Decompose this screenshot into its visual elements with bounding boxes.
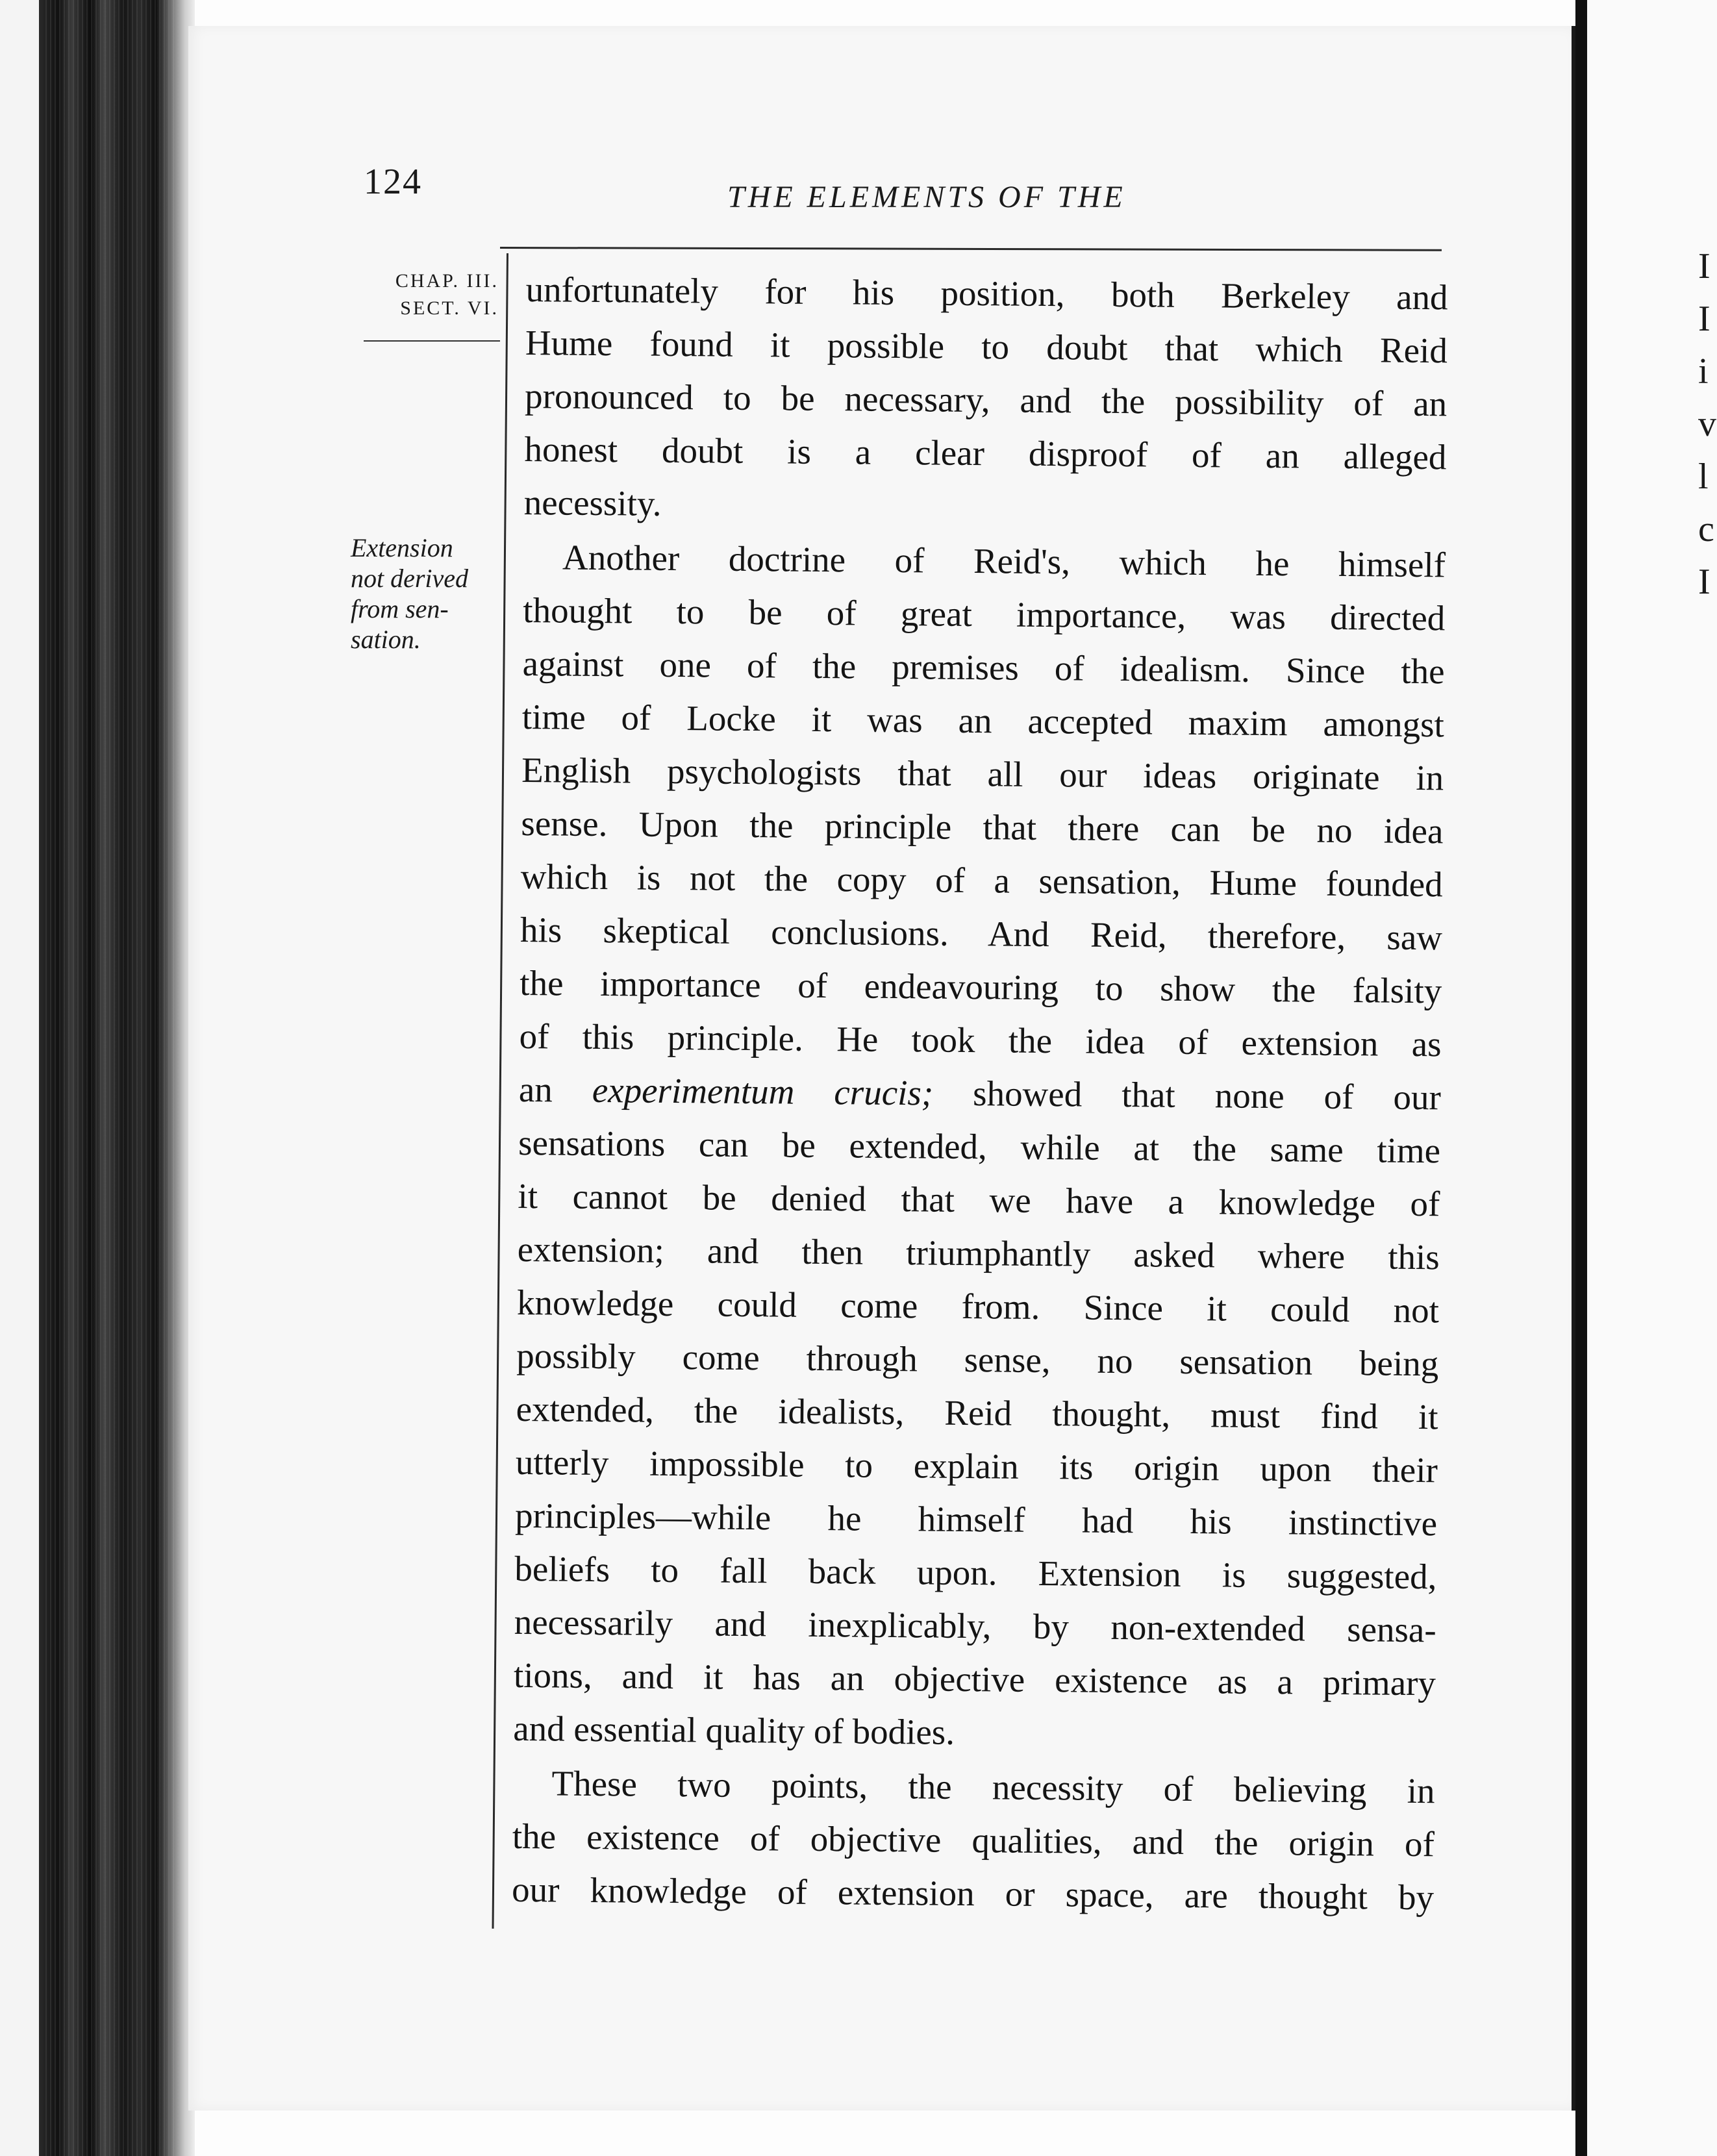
latin-phrase: experimentum crucis;	[592, 1070, 934, 1113]
text-line: knowledge could come from. Since it could not	[516, 1282, 1440, 1331]
text-line: of this principle. He took the idea of extension as	[519, 1016, 1442, 1064]
text-line: pronounced to be necessary, and the possibility of an	[524, 375, 1448, 424]
text-line: extended, the idealists, Reid thought, must find it	[516, 1388, 1438, 1437]
spine-page-edges	[45, 0, 175, 2156]
margin-note-line: not derived	[351, 564, 469, 593]
margin-note-line: from sen-	[351, 594, 449, 623]
text-line: against one of the premises of idealism. Since the	[522, 643, 1445, 692]
text-line: the importance of endeavouring to show the falsity	[520, 962, 1442, 1011]
section-label: SECT. VI.	[400, 297, 499, 319]
body-text	[512, 263, 1448, 1924]
margin-rule	[364, 340, 500, 342]
margin-note-line: sation.	[351, 625, 421, 654]
text-line: sense. Upon the principle that there can be no idea	[521, 803, 1444, 851]
text-line: which is not the copy of a sensation, Hume founded	[520, 856, 1443, 905]
text-line: unfortunately for his position, both Berkeley and	[525, 269, 1448, 318]
margin-note	[351, 533, 500, 655]
text-line: English psychologists that all our ideas originate in	[521, 749, 1444, 798]
text-line: beliefs to fall back upon. Extension is suggested,	[514, 1548, 1437, 1597]
text-line: sensations can be extended, while at the same time	[518, 1122, 1441, 1171]
text-line: Hume found it possible to doubt that which Reid	[525, 322, 1448, 371]
text-line: necessarily and inexplicably, by non-extended sensa-	[514, 1601, 1436, 1650]
margin-note-line: Extension	[351, 533, 453, 562]
text-line: necessity.	[523, 482, 662, 523]
gutter-shadow	[1575, 0, 1587, 2156]
page-number: 124	[364, 162, 422, 202]
text-line: thought to be of great importance, was directed	[523, 590, 1446, 638]
text-line: and essential quality of bodies.	[513, 1708, 955, 1752]
text-line: his skeptical conclusions. And Reid, therefore, saw	[520, 909, 1443, 958]
chapter-label: CHAP. III.	[395, 270, 499, 292]
text-line-mixed: an experimentum crucis; showed that none of our	[518, 1069, 1442, 1118]
text-line: it cannot be denied that we have a knowledge of	[518, 1175, 1440, 1224]
chapter-section-label	[375, 268, 499, 322]
text-line: principles—while he himself had his instinctive	[514, 1495, 1438, 1544]
text-line: extension; and then triumphantly asked where this	[517, 1229, 1440, 1277]
text-line: utterly impossible to explain its origin upon their	[515, 1442, 1438, 1490]
text-line: honest doubt is a clear disproof of an alleged	[524, 429, 1447, 477]
text-line: These two points, the necessity of believing in	[551, 1763, 1435, 1811]
text-line: tions, and it has an objective existence as a primary	[513, 1655, 1436, 1703]
text-line: the existence of objective qualities, and the origin of	[512, 1816, 1435, 1864]
text-line: our knowledge of extension or space, are thought by	[511, 1869, 1435, 1918]
running-title: THE ELEMENTS OF THE	[727, 180, 1126, 214]
text-line: possibly come through sense, no sensation being	[516, 1335, 1439, 1384]
adjacent-page-fragments: I I i v l c I	[1698, 246, 1716, 602]
adjacent-page	[1587, 0, 1717, 2156]
text-line: time of Locke it was an accepted maxim amongst	[521, 696, 1445, 745]
text-line: Another doctrine of Reid's, which he himself	[562, 537, 1446, 585]
